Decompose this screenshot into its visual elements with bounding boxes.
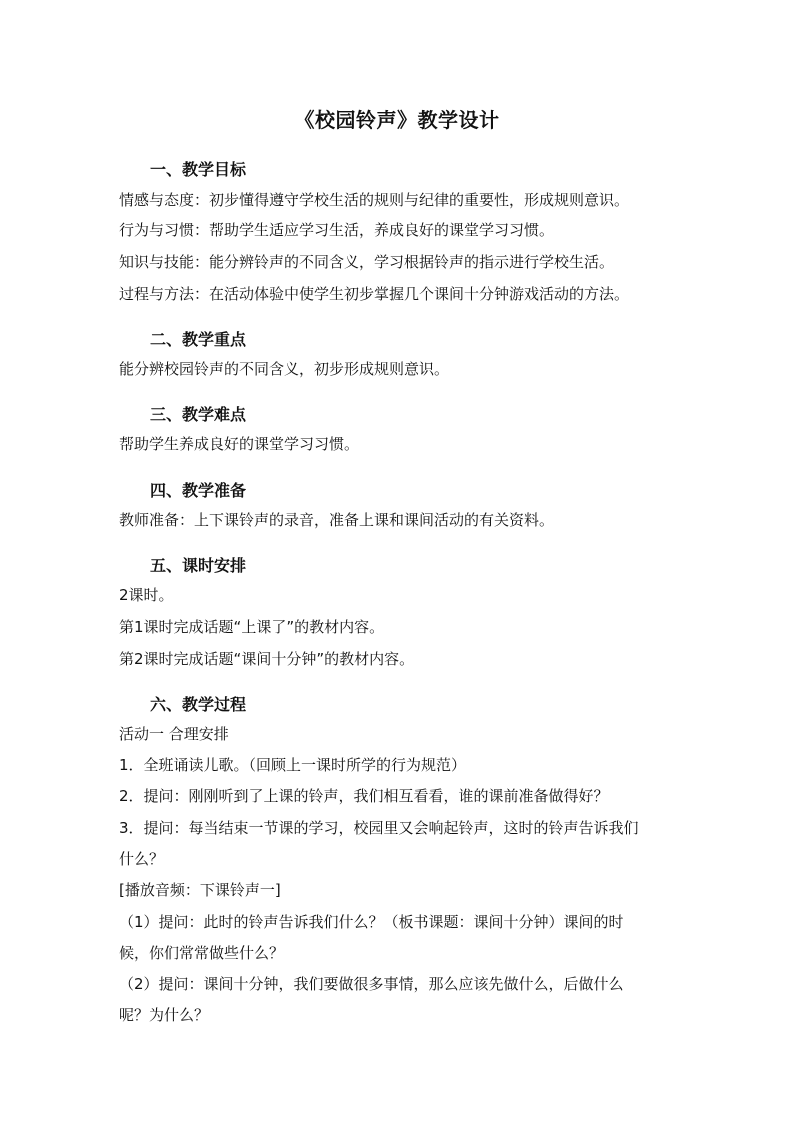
document-title: 《校园铃声》教学设计 [294,108,500,132]
schedule-line: 第1课时完成话题“上课了”的教材内容。 [119,618,385,636]
process-line: 1．全班诵读儿歌。（回顾上一课时所学的行为规范） [119,756,467,774]
process-line: 候，你们常常做些什么？ [119,944,285,962]
process-line: 3．提问：每当结束一节课的学习，校园里又会响起铃声，这时的铃声告诉我们 [119,819,639,837]
process-line: 呢？为什么？ [119,1006,210,1024]
preparation-line: 教师准备：上下课铃声的录音，准备上课和课间活动的有关资料。 [119,511,555,529]
goals-line: 行为与习惯：帮助学生适应学习生活，养成良好的课堂学习习惯。 [119,221,555,239]
schedule-line: 第2课时完成话题“课间十分钟”的教材内容。 [119,650,415,668]
process-line: （1）提问：此时的铃声告诉我们什么？（板书课题：课间十分钟）课间的时 [119,913,624,931]
process-line: 活动一 合理安排 [119,725,229,743]
section-heading-process: 六、教学过程 [150,695,247,714]
process-line: 2．提问：刚刚听到了上课的铃声，我们相互看看，谁的课前准备做得好？ [119,787,609,805]
goals-line: 过程与方法：在活动体验中使学生初步掌握几个课间十分钟游戏活动的方法。 [119,285,630,303]
goals-line: 知识与技能：能分辨铃声的不同含义，学习根据铃声的指示进行学校生活。 [119,253,615,271]
section-heading-key-points: 二、教学重点 [150,330,247,349]
key-points-line: 能分辨校园铃声的不同含义，初步形成规则意识。 [119,360,450,378]
process-line: [播放音频：下课铃声一] [119,881,281,899]
section-heading-schedule: 五、课时安排 [150,556,247,575]
process-line: 什么？ [119,850,165,868]
section-heading-goals: 一、教学目标 [150,160,247,179]
section-heading-difficulties: 三、教学难点 [150,405,247,424]
process-line: （2）提问：课间十分钟，我们要做很多事情，那么应该先做什么，后做什么 [119,975,624,993]
section-heading-preparation: 四、教学准备 [150,481,247,500]
goals-line: 情感与态度：初步懂得遵守学校生活的规则与纪律的重要性，形成规则意识。 [119,191,630,209]
difficulties-line: 帮助学生养成良好的课堂学习习惯。 [119,435,360,453]
schedule-line: 2课时。 [119,586,174,604]
